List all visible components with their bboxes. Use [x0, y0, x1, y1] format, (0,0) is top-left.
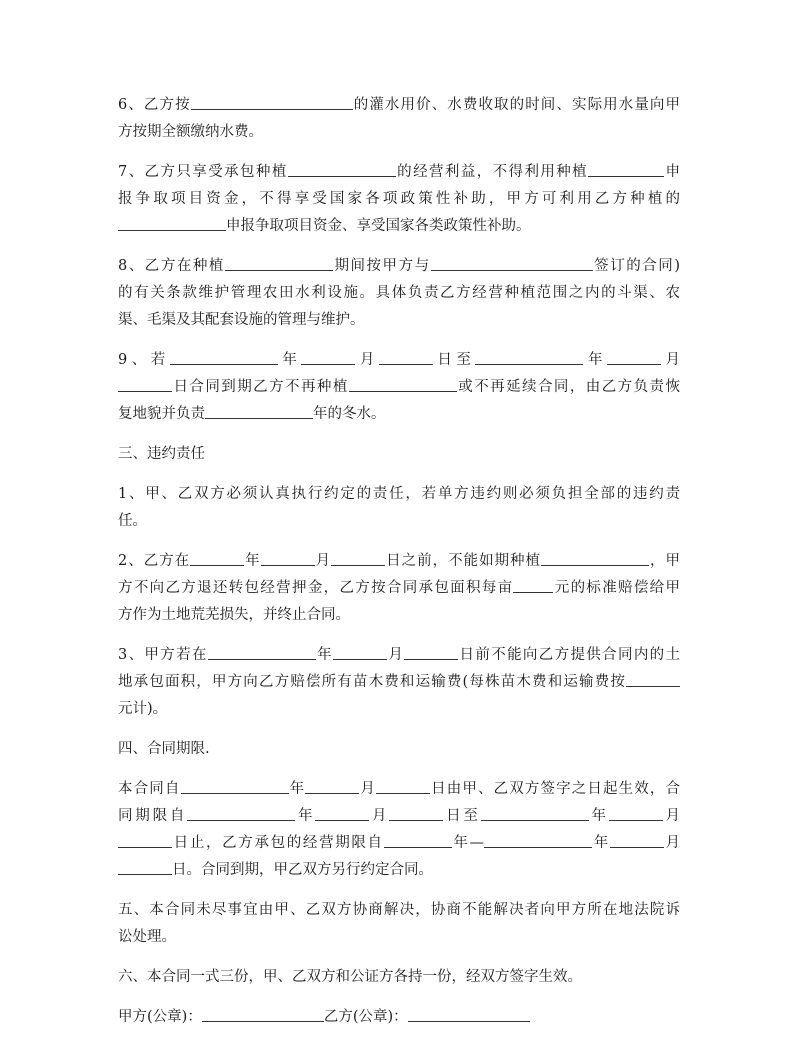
- text-line: [118, 575, 680, 602]
- text-line: [118, 803, 680, 830]
- text-line: [118, 924, 680, 951]
- text-segment: 年: [592, 835, 610, 851]
- fill-in-blank[interactable]: [181, 778, 289, 794]
- fill-in-blank[interactable]: [513, 577, 553, 593]
- paragraph-clause-3-3: [118, 642, 680, 723]
- paragraph-clause-2-6: [118, 92, 680, 146]
- text-segment: 年: [288, 781, 306, 797]
- paragraph-clause-2-8: [118, 253, 680, 334]
- text-segment: 月: [663, 835, 680, 851]
- fill-in-blank[interactable]: [389, 805, 443, 821]
- text-segment: 年: [244, 553, 261, 569]
- text-line: [118, 401, 680, 428]
- fill-in-blank[interactable]: [301, 349, 355, 365]
- text-segment: 年: [295, 808, 316, 824]
- fill-in-blank[interactable]: [118, 376, 172, 392]
- fill-in-blank[interactable]: [190, 550, 244, 566]
- fill-in-blank[interactable]: [475, 349, 583, 365]
- text-line: [118, 186, 680, 213]
- text-segment: 月: [369, 808, 390, 824]
- paragraph-clause-2-9: [118, 347, 680, 428]
- text-line: [118, 830, 680, 857]
- text-segment: 申: [664, 164, 680, 180]
- text-segment: 年: [277, 352, 302, 368]
- fill-in-blank[interactable]: [208, 644, 316, 660]
- text-segment: 方不向乙方退还转包经营押金，乙方按合同承包面积每亩: [118, 580, 514, 596]
- text-segment: 任。: [118, 513, 147, 529]
- text-line: [118, 1004, 680, 1031]
- text-line: [118, 669, 680, 696]
- fill-in-blank[interactable]: [384, 832, 452, 848]
- text-line: [118, 736, 680, 763]
- fill-in-blank[interactable]: [610, 832, 664, 848]
- text-segment: 年的冬水。: [313, 406, 386, 422]
- text-segment: 的经营利益，不得利用种植: [395, 164, 589, 180]
- text-segment: 期间按甲方与: [332, 258, 431, 274]
- fill-in-blank[interactable]: [404, 644, 458, 660]
- text-segment: 9、若: [118, 352, 170, 368]
- text-segment: 方作为土地荒芜损失，并终止合同。: [118, 607, 350, 623]
- paragraph-clause-3-1: [118, 481, 680, 535]
- text-segment: ，甲: [649, 553, 680, 569]
- text-segment: 2、乙方在: [118, 553, 191, 569]
- fill-in-blank[interactable]: [541, 550, 649, 566]
- text-segment: 元计)。: [118, 701, 168, 717]
- text-line: [118, 307, 680, 334]
- fill-in-blank[interactable]: [376, 778, 430, 794]
- text-segment: 签订的合同): [592, 258, 680, 274]
- fill-in-blank[interactable]: [607, 349, 661, 365]
- text-segment: 申报争取项目资金、享受国家各类政策性补助。: [226, 218, 531, 234]
- text-segment: 三、违约责任: [118, 446, 205, 462]
- text-segment: 日至: [432, 352, 476, 368]
- fill-in-blank[interactable]: [288, 161, 396, 177]
- fill-in-blank[interactable]: [118, 832, 172, 848]
- text-segment: 乙方(公章)：: [323, 1009, 408, 1025]
- section-heading: [118, 441, 680, 468]
- text-segment: 复地貌并负责: [118, 406, 205, 422]
- text-segment: 3、甲方若在: [118, 647, 208, 663]
- text-line: [118, 696, 680, 723]
- fill-in-blank[interactable]: [170, 349, 278, 365]
- text-line: [118, 374, 680, 401]
- text-segment: 报争取项目资金，不得享受国家各项政策性补助，甲方可利用乙方种植的: [118, 191, 680, 207]
- paragraph-section-6: [118, 964, 680, 991]
- text-line: [118, 441, 680, 468]
- fill-in-blank[interactable]: [484, 832, 592, 848]
- text-segment: 年: [588, 808, 609, 824]
- text-segment: 日之前，不能如期种植: [385, 553, 542, 569]
- text-line: [118, 642, 680, 669]
- text-segment: 本合同自: [118, 781, 181, 797]
- text-segment: 年: [315, 647, 333, 663]
- text-segment: 或不再延续合同，由乙方负责恢: [456, 379, 680, 395]
- text-segment: 六、本合同一式三份，甲、乙双方和公证方各持一份，经双方签字生效。: [118, 969, 582, 985]
- fill-in-blank[interactable]: [205, 403, 313, 419]
- fill-in-blank[interactable]: [331, 550, 385, 566]
- text-segment: 甲方(公章)：: [118, 1009, 202, 1025]
- fill-in-blank[interactable]: [305, 778, 359, 794]
- text-segment: 讼处理。: [118, 929, 176, 945]
- fill-in-blank[interactable]: [118, 859, 172, 875]
- text-line: [118, 508, 680, 535]
- text-line: [118, 159, 680, 186]
- fill-in-blank[interactable]: [333, 644, 387, 660]
- fill-in-blank[interactable]: [261, 550, 315, 566]
- fill-in-blank[interactable]: [588, 161, 664, 177]
- text-segment: 7、乙方只享受承包种植: [118, 164, 288, 180]
- text-line: [118, 347, 680, 374]
- paragraph-clause-3-2: [118, 548, 680, 629]
- text-line: [118, 548, 680, 575]
- contract-page: [118, 92, 680, 1044]
- text-segment: 月: [661, 352, 680, 368]
- text-line: [118, 964, 680, 991]
- paragraph-clause-4-body: [118, 776, 680, 884]
- fill-in-blank[interactable]: [609, 805, 663, 821]
- text-line: [118, 280, 680, 307]
- text-segment: 6、乙方按: [118, 97, 191, 113]
- text-segment: 月: [314, 553, 332, 569]
- text-segment: 1、甲、乙双方必须认真执行约定的责任，若单方违约则必须负担全部的违约责: [118, 486, 680, 502]
- fill-in-blank[interactable]: [379, 349, 433, 365]
- text-segment: 日前不能向乙方提供合同内的土: [458, 647, 680, 663]
- text-segment: 日合同到期乙方不再种植: [172, 379, 349, 395]
- text-line: [118, 119, 680, 146]
- text-segment: 日由甲、乙双方签字之日起生效，合: [430, 781, 680, 797]
- text-segment: 日至: [443, 808, 481, 824]
- text-line: [118, 857, 680, 884]
- fill-in-blank[interactable]: [626, 671, 680, 687]
- text-segment: 月: [387, 647, 405, 663]
- text-line: [118, 253, 680, 280]
- text-line: [118, 481, 680, 508]
- fill-in-blank[interactable]: [191, 94, 353, 110]
- text-segment: 地承包面积，甲方向乙方赔偿所有苗木费和运输费(每株苗木费和运输费按: [118, 674, 626, 690]
- text-segment: 月: [355, 352, 379, 368]
- paragraph-clause-2-7: [118, 159, 680, 240]
- text-segment: 方按期全额缴纳水费。: [118, 124, 263, 140]
- fill-in-blank[interactable]: [225, 255, 333, 271]
- text-segment: 日。合同到期，甲乙双方另行约定合同。: [172, 862, 433, 878]
- text-segment: 日止，乙方承包的经营期限自: [172, 835, 384, 851]
- text-segment: 月: [662, 808, 680, 824]
- text-segment: 年: [583, 352, 607, 368]
- text-segment: 月: [359, 781, 376, 797]
- fill-in-blank[interactable]: [431, 255, 593, 271]
- fill-in-blank[interactable]: [118, 215, 226, 231]
- paragraph-section-5: [118, 897, 680, 951]
- fill-in-blank[interactable]: [349, 376, 457, 392]
- text-segment: 的灌水用价、水费收取的时间、实际用水量向甲: [352, 97, 680, 113]
- text-segment: 五、本合同未尽事宜由甲、乙双方协商解决，协商不能解决者向甲方所在地法院诉: [118, 902, 680, 918]
- text-line: [118, 213, 680, 240]
- text-segment: 四、合同期限.: [118, 741, 210, 757]
- text-segment: 的有关条款维护管理农田水利设施。具体负责乙方经营种植范围之内的斗渠、农: [118, 285, 680, 301]
- text-line: [118, 92, 680, 119]
- text-segment: 同期限自: [118, 808, 188, 824]
- text-line: [118, 602, 680, 629]
- text-segment: 元的标准赔偿给甲: [553, 580, 680, 596]
- text-segment: 8、乙方在种植: [118, 258, 225, 274]
- fill-in-blank[interactable]: [315, 805, 369, 821]
- paragraph-signatures: [118, 1004, 680, 1031]
- text-line: [118, 776, 680, 803]
- fill-in-blank[interactable]: [408, 1006, 530, 1022]
- fill-in-blank[interactable]: [187, 805, 295, 821]
- fill-in-blank[interactable]: [481, 805, 589, 821]
- text-segment: 渠、毛渠及其配套设施的管理与维护。: [118, 312, 365, 328]
- text-line: [118, 897, 680, 924]
- fill-in-blank[interactable]: [202, 1006, 324, 1022]
- text-segment: 年—: [451, 835, 485, 851]
- section-heading: [118, 736, 680, 763]
